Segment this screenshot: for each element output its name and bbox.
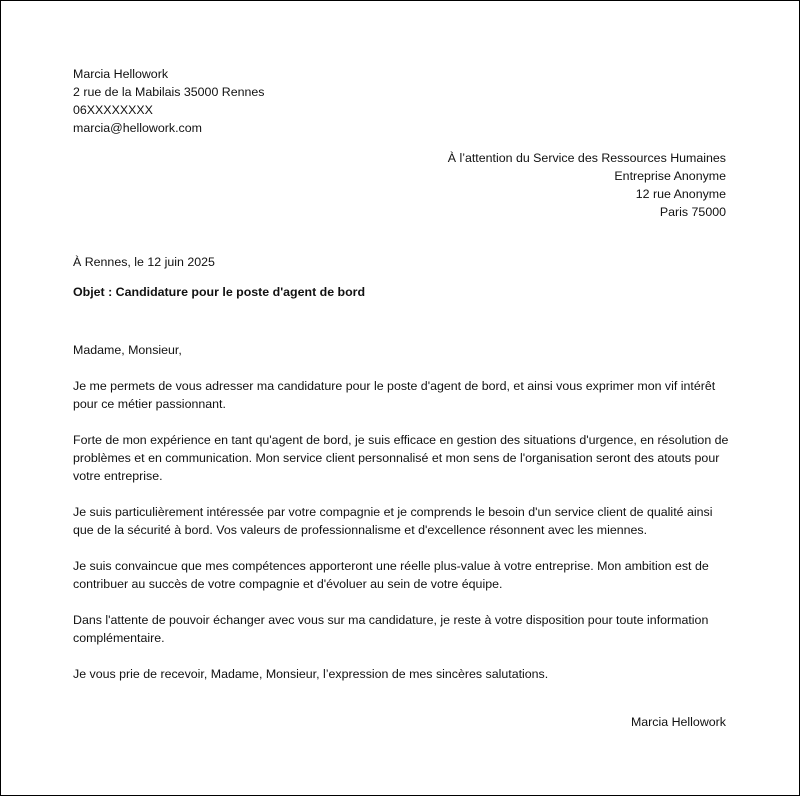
sender-email: marcia@hellowork.com <box>73 121 202 135</box>
date-line: À Rennes, le 12 juin 2025 <box>73 255 215 269</box>
recipient-city: Paris 75000 <box>659 205 726 219</box>
signature: Marcia Hellowork <box>630 715 726 729</box>
sender-address: 2 rue de la Mabilais 35000 Rennes <box>73 85 265 99</box>
letter-body <box>73 341 733 701</box>
recipient-street: 12 rue Anonyme <box>635 187 726 201</box>
sender-block <box>73 65 265 137</box>
recipient-block <box>448 149 726 221</box>
salutation: Madame, Monsieur, <box>73 343 182 357</box>
body-paragraph: Je suis convaincue que mes compétences apporteront une réelle plus-value à votre entreprise. Mon ambition est de contribuer au succès de votre compagnie et d'évoluer au sein de votre équipe. <box>73 559 709 591</box>
sender-name: Marcia Hellowork <box>73 67 169 81</box>
body-paragraph: Je suis particulièrement intéressée par votre compagnie et je comprends le besoin d'un service client de qualité ainsi que de la sécurité à bord. Vos valeurs de professionnalisme et d'excellence résonnent avec les miennes. <box>73 505 713 537</box>
recipient-company: Entreprise Anonyme <box>614 169 726 183</box>
body-paragraph: Dans l'attente de pouvoir échanger avec vous sur ma candidature, je reste à votre disposition pour toute information complémentaire. <box>73 613 709 645</box>
subject-line: Objet : Candidature pour le poste d'agent de bord <box>73 285 366 299</box>
closing-paragraph: Je vous prie de recevoir, Madame, Monsieur, l’expression de mes sincères salutations. <box>73 667 549 681</box>
recipient-attention: À l’attention du Service des Ressources Humaines <box>447 151 726 165</box>
body-paragraph: Je me permets de vous adresser ma candidature pour le poste d'agent de bord, et ainsi vous exprimer mon vif intérêt pour ce métier passionnant. <box>73 379 716 411</box>
body-paragraph: Forte de mon expérience en tant qu'agent de bord, je suis efficace en gestion des situations d'urgence, en résolution de problèmes et en communication. Mon service client personnalisé et mon sens de l'organisation seront des atouts pour votre entreprise. <box>73 433 729 483</box>
sender-phone: 06XXXXXXXX <box>73 103 153 117</box>
